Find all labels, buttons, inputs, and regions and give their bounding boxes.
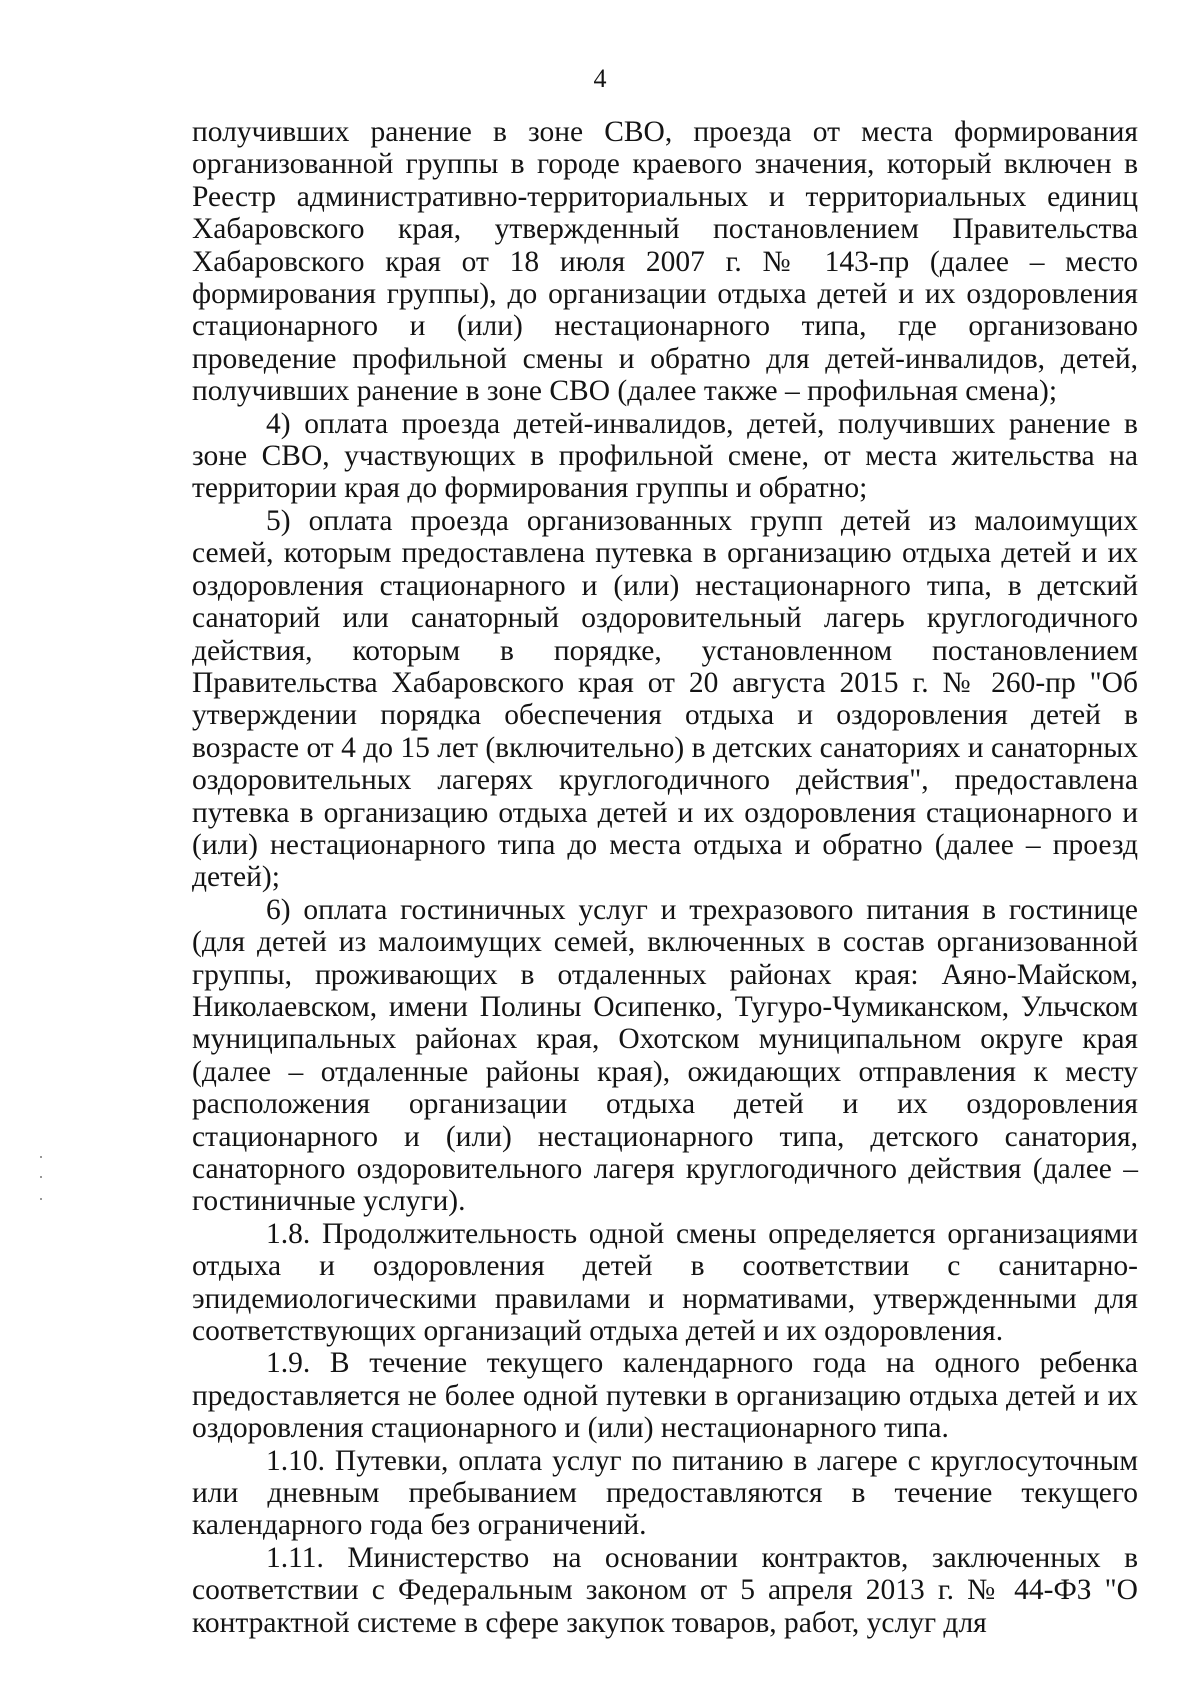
paragraph-clause-1-8: 1.8. Продолжительность одной смены определяется организациями отдыха и оздоровления детей в соответствии с санитарно-эпидемиологическими правилами и нормативами, утвержденными для соответствующих организаций отдыха детей и их оздоровления. [192,1217,1138,1348]
paragraph-continuation: получивших ранение в зоне СВО, проезда от места формирования организованной группы в городе краевого значения, который включен в Реестр административно-территориальных и территориальных единиц Хабаровского края, утвержденный постановлением Правительства Хабаровского края от 18 июля 2007 г. № 143-пр (далее – место формирования группы), до организации отдыха детей и их оздоровления стационарного и (или) нестационарного типа, где организовано проведение профильной смены и обратно для детей-инвалидов, детей, получивших ранение в зоне СВО (далее также – профильная смена); [192,116,1138,408]
paragraph-clause-1-11: 1.11. Министерство на основании контрактов, заключенных в соответствии с Федеральным законом от 5 апреля 2013 г. № 44-ФЗ "О контрактной системе в сфере закупок товаров, работ, услуг для [192,1541,1138,1639]
scan-artifact [40,1198,42,1200]
page-number: 4 [593,64,607,93]
paragraph-clause-1-9: 1.9. В течение текущего календарного года на одного ребенка предоставляется не более одной путевки в организацию отдыха детей и их оздоровления стационарного и (или) нестационарного типа. [192,1347,1138,1445]
paragraph-item-4: 4) оплата проезда детей-инвалидов, детей, получивших ранение в зоне СВО, участвующих в профильной смене, от места жительства на территории края до формирования группы и обратно; [192,407,1138,505]
paragraph-clause-1-10: 1.10. Путевки, оплата услуг по питанию в лагере с круглосуточным или дневным пребыванием предоставляются в течение текущего календарного года без ограничений. [192,1444,1138,1542]
scan-artifact [40,1156,42,1158]
paragraph-item-6: 6) оплата гостиничных услуг и трехразового питания в гостинице (для детей из малоимущих семей, включенных в состав организованной группы, проживающих в отдаленных районах края: Аяно-Майском, Николаевском, имени Полины Осипенко, Тугуро-Чумиканском, Ульчском муниципальных районах края, Охотском муниципальном округе края (далее – отдаленные районы края), ожидающих отправления к месту расположения организации отдыха детей и их оздоровления стационарного и (или) нестационарного типа, детского санатория, санаторного оздоровительного лагеря круглогодичного действия (далее – гостиничные услуги). [192,893,1138,1218]
scan-artifact [40,1176,42,1178]
paragraph-item-5: 5) оплата проезда организованных групп детей из малоимущих семей, которым предоставлена путевка в организацию отдыха детей и их оздоровления стационарного и (или) нестационарного типа, в детский санаторий или санаторный оздоровительный лагерь круглогодичного действия, которым в порядке, установленном постановлением Правительства Хабаровского края от 20 августа 2015 г. № 260-пр "Об утверждении порядка обеспечения отдыха и оздоровления детей в возрасте от 4 до 15 лет (включительно) в детских санаториях и санаторных оздоровительных лагерях круглогодичного действия", предоставлена путевка в организацию отдыха детей и их оздоровления стационарного и (или) нестационарного типа до места отдыха и обратно (далее – проезд детей); [192,504,1138,894]
document-body [192,116,1138,1639]
